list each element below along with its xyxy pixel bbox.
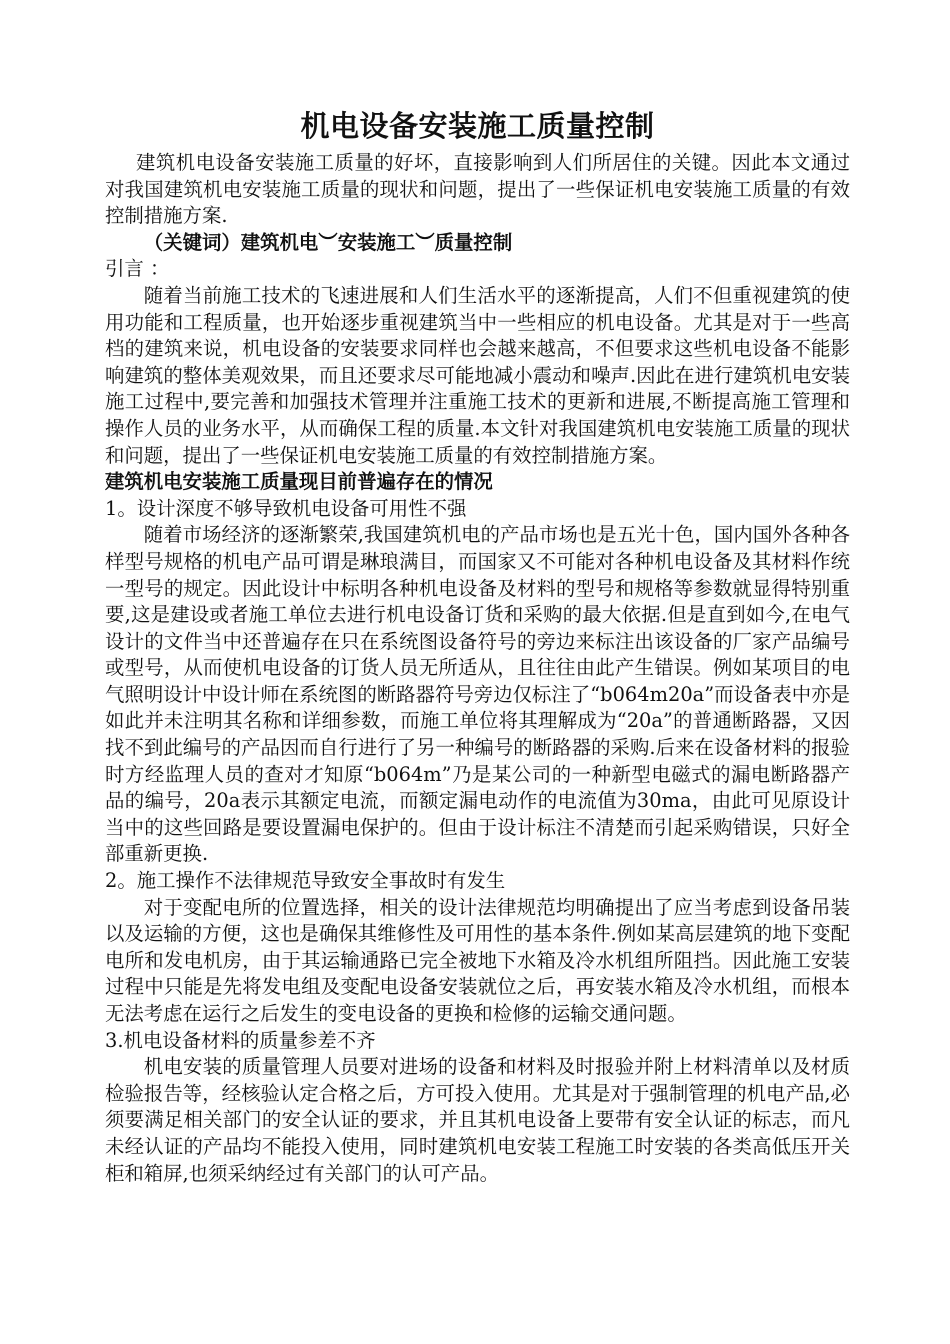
keywords-line: （关键词）建筑机电︶安装施工︶质量控制 bbox=[143, 230, 513, 254]
abstract-paragraph: 建筑机电设备安装施工质量的好坏，直接影响到人们所居住的关键。因此本文通过对我国建筑机电安装施工质量的现状和问题，提出了一些保证机电安装施工质量的有效控制措施方案. bbox=[105, 151, 850, 228]
item1-heading: 1。设计深度不够导致机电设备可用性不强 bbox=[105, 496, 467, 520]
intro-paragraph: 随着当前施工技术的飞速进展和人们生活水平的逐渐提高，人们不但重视建筑的使用功能和工程质量，也开始逐步重视建筑当中一些相应的机电设备。尤其是对于一些高档的建筑来说，机电设备的安装要求同样也会越来越高，不但要求这些机电设备不能影响建筑的整体美观效果，而且还要求尽可能地减小震动和噪声.因此在进行建筑机电安装施工过程中,要完善和加强技术管理并注重施工技术的更新和进展,不断提高施工管理和操作人员的业务水平，从而确保工程的质量.本文针对我国建筑机电安装施工质量的现状和问题，提出了一些保证机电安装施工质量的有效控制措施方案。 bbox=[105, 283, 850, 467]
document-title: 机电设备安装施工质量控制 bbox=[300, 109, 655, 143]
item2-heading: 2。施工操作不法律规范导致安全事故时有发生 bbox=[105, 869, 506, 893]
item1-paragraph: 随着市场经济的逐渐繁荣,我国建筑机电的产品市场也是五光十色，国内国外各种各样型号规格的机电产品可谓是琳琅满目，而国家又不可能对各种机电设备及其材料作统一型号的规定。因此设计中标明各种机电设备及材料的型号和规格等参数就显得特别重要,这是建设或者施工单位去进行机电设备订货和采购的最大依据.但是直到如今,在电气设计的文件当中还普遍存在只在系统图设备符号的旁边来标注出该设备的厂家产品编号或型号，从而使机电设备的订货人员无所适从，且往往由此产生错误。例如某项目的电气照明设计中设计师在系统图的断路器符号旁边仅标注了“b064m20a”而设备表中亦是如此并未注明其名称和详细参数，而施工单位将其理解成为“20a”的普通断路器，又因找不到此编号的产品因而自行进行了另一种编号的断路器的采购.后来在设备材料的报验时方经监理人员的查对才知原“b064m”乃是某公司的一种新型电磁式的漏电断路器产品的编号，20a表示其额定电流，而额定漏电动作的电流值为30ma，由此可见原设计当中的这些回路是要设置漏电保护的。但由于设计标注不清楚而引起采购错误，只好全部重新更换. bbox=[105, 523, 850, 866]
item3-heading: 3.机电设备材料的质量参差不齐 bbox=[105, 1028, 376, 1052]
item3-paragraph: 机电安装的质量管理人员要对进场的设备和材料及时报验并附上材料清单以及材质检验报告等，经核验认定合格之后，方可投入使用。尤其是对于强制管理的机电产品,必须要满足相关部门的安全认证的要求，并且其机电设备上要带有安全认证的标志，而凡未经认证的产品均不能投入使用，同时建筑机电安装工程施工时安装的各类高低压开关柜和箱屏,也须采纳经过有关部门的认可产品。 bbox=[105, 1055, 850, 1185]
section-heading: 建筑机电安装施工质量现目前普遍存在的情况 bbox=[105, 470, 493, 494]
item2-paragraph: 对于变配电所的位置选择，相关的设计法律规范均明确提出了应当考虑到设备吊装以及运输的方便，这也是确保其维修性及可用性的基本条件.例如某高层建筑的地下变配电所和发电机房，由于其运输通路已完全被地下水箱及冷水机组所阻挡。因此施工安装过程中只能是先将发电组及变配电设备安装就位之后，再安装水箱及冷水机组，而根本无法考虑在运行之后发生的变电设备的更换和检修的运输交通问题。 bbox=[105, 895, 850, 1025]
intro-label: 引言 ： bbox=[105, 257, 170, 281]
document-page bbox=[105, 106, 850, 1187]
